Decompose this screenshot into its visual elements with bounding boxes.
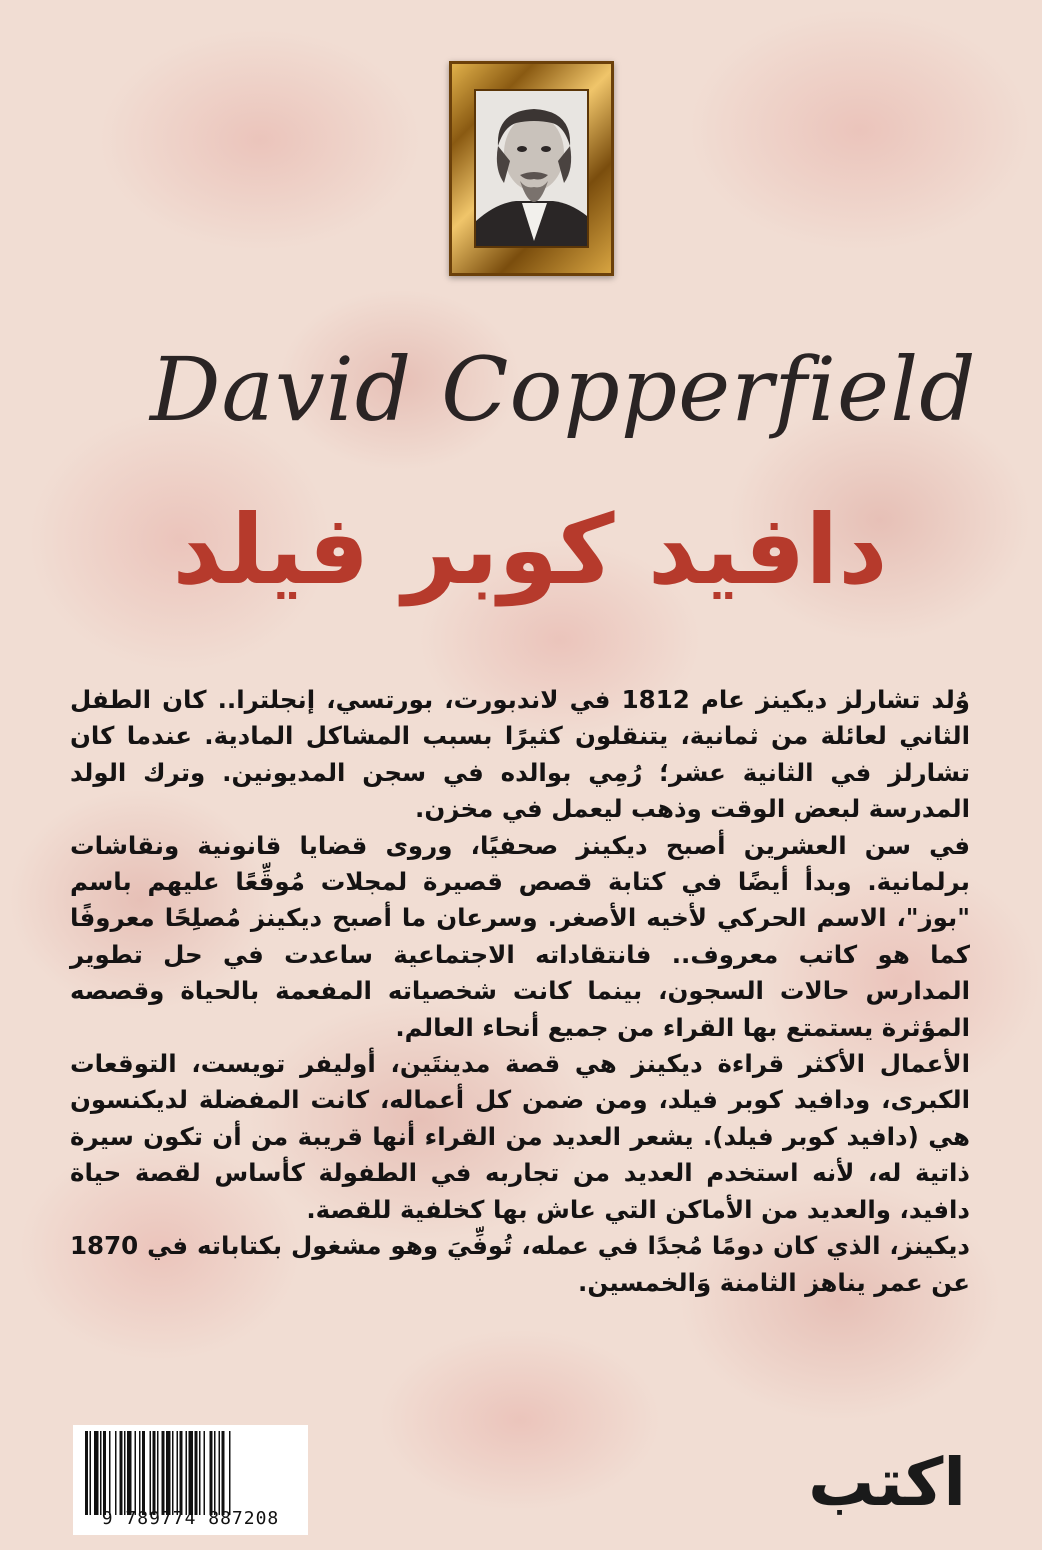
latin-title: David Copperfield (150, 338, 977, 441)
synopsis-paragraph: الأعمال الأكثر قراءة ديكينز هي قصة مدينتَين، أوليفر تويست، التوقعات الكبرى، ودافيد كوبر فيلد، ومن ضمن كل أعماله، كانت المفضلة لديكنسون هي (دافيد كوبر فيلد). يشعر العديد من القراء أنها قريبة من أن تكون سيرة ذاتية له، لأنه استخدم العديد من تجاربه في الطفولة كأساس لقصة حياة دافيد، والعديد من الأماكن التي عاش بها كخلفية للقصة. (70, 1049, 970, 1224)
isbn-number: 9 789774 887208 (101, 1508, 280, 1529)
barcode-bars (73, 1431, 308, 1515)
arabic-title: دافيد كوبر فيلد (172, 494, 888, 606)
synopsis (70, 682, 970, 1301)
synopsis-paragraph: وُلد تشارلز ديكينز عام 1812 في لاندبورت، بورتسي، إنجلترا.. كان الطفل الثاني لعائلة من ثمانية، يتنقلون كثيرًا بسبب المشاكل المادية. عندما كان تشارلز في الثانية عشر؛ رُمِي بوالده في سجن المديونين. وترك الولد المدرسة لبعض الوقت وذهب ليعمل في مخزن. (70, 685, 970, 824)
portrait-image (476, 91, 589, 248)
synopsis-paragraph: في سن العشرين أصبح ديكينز صحفيًا، وروى قضايا قانونية ونقاشات برلمانية. وبدأ أيضًا في كتابة قصص قصيرة لمجلات مُوقِّعًا عليهم باسم "بوز"، الاسم الحركي لأخيه الأصغر. وسرعان ما أصبح ديكينز مُصلِحًا معروفًا كما هو كاتب معروف.. فانتقاداته الاجتماعية ساعدت في حل تطوير المدارس حالات السجون، بينما كانت شخصياته المفعمة بالحياة وقصصه المؤثرة يستمتع بها القراء من جميع أنحاء العالم. (70, 830, 970, 1042)
isbn-barcode (73, 1425, 308, 1535)
publisher-logo: اكتب (808, 1444, 966, 1521)
portrait-frame (449, 61, 614, 276)
author-portrait (474, 89, 589, 248)
synopsis-paragraph: ديكينز، الذي كان دومًا مُجدًا في عمله، تُوفِّيَ وهو مشغول بكتاباته في 1870 عن عمر يناهز الثامنة وَالخمسين. (70, 1231, 970, 1297)
